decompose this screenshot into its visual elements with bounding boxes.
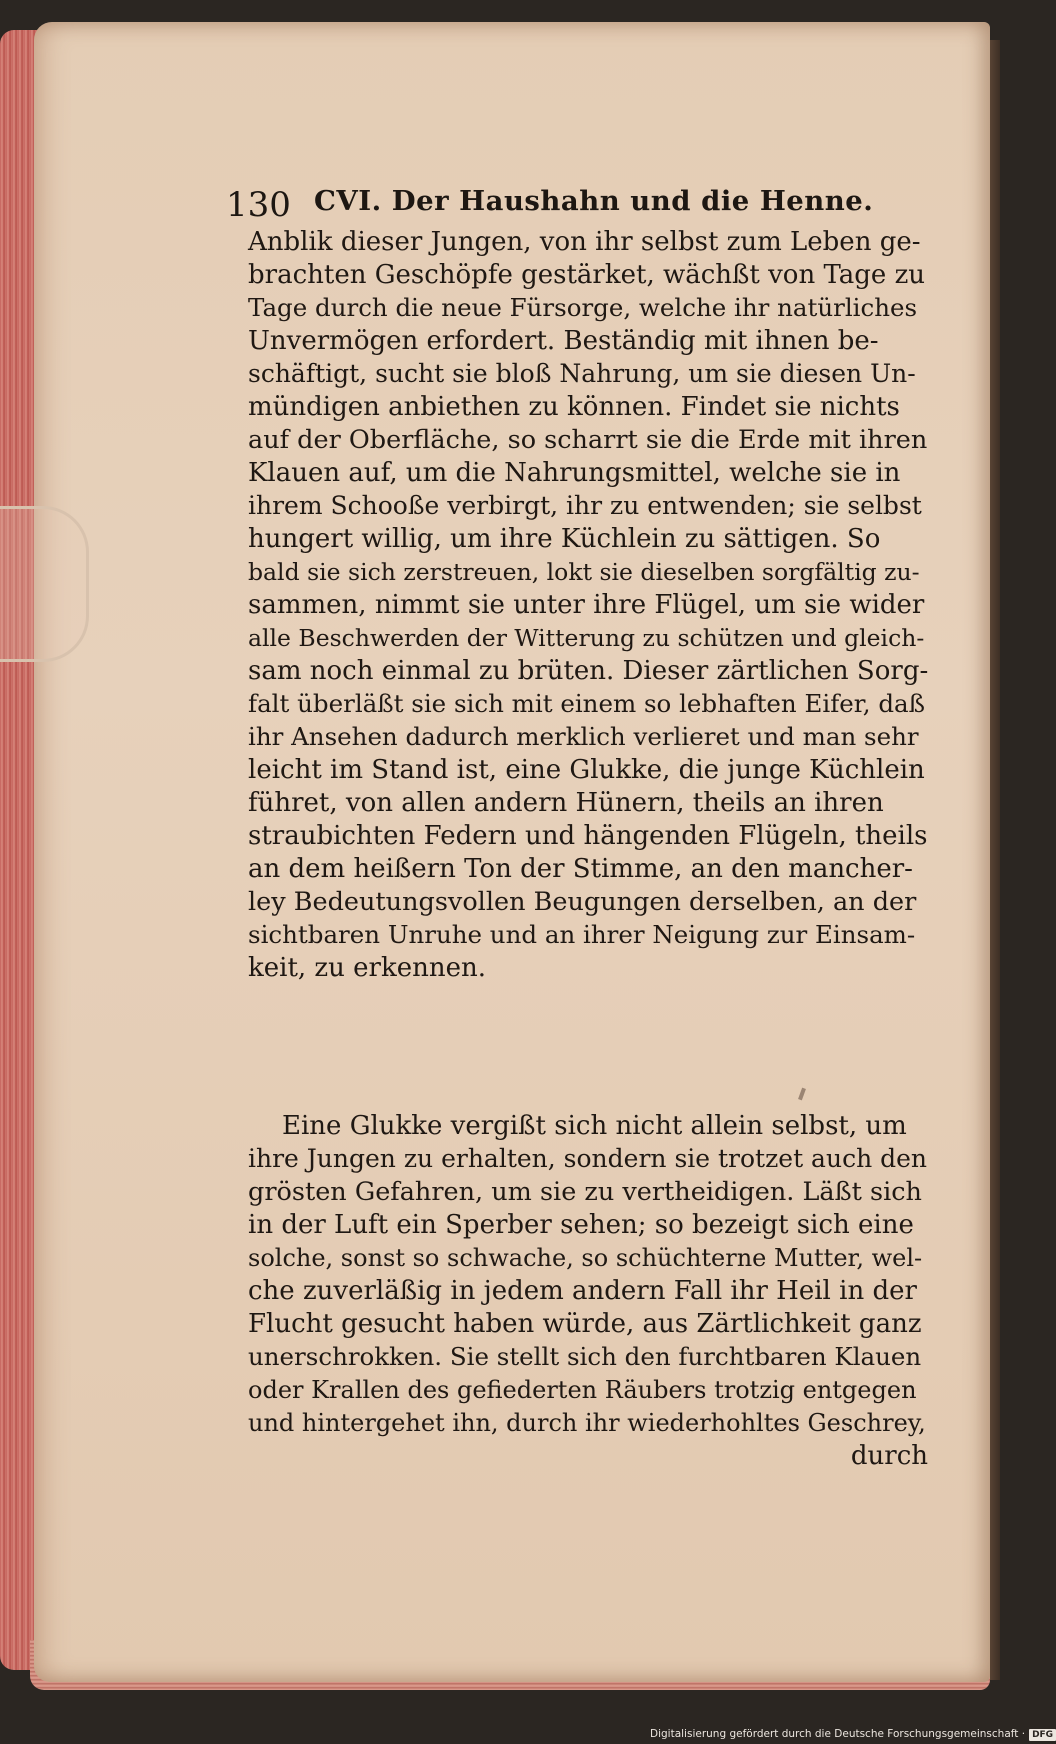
text-line: straubichten Federn und hängenden Flügeln, theils — [248, 821, 928, 851]
text-line: führet, von allen andern Hünern, theils an ihren — [248, 788, 884, 818]
text-line: hungert willig, um ihre Küchlein zu sättigen. So — [248, 524, 881, 554]
text-line: grösten Gefahren, um sie zu vertheidigen. Läßt sich — [248, 1177, 922, 1207]
text-line: falt überläßt sie sich mit einem so lebhaften Eifer, daß — [248, 689, 926, 718]
text-line: sam noch einmal zu brüten. Dieser zärtlichen Sorg- — [248, 656, 929, 686]
text-line: leicht im Stand ist, eine Glukke, die junge Küchlein — [248, 755, 925, 785]
text-line: Eine Glukke vergißt sich nicht allein selbst, um — [282, 1111, 907, 1141]
text-line: ihrem Schooße verbirgt, ihr zu entwenden; sie selbst — [248, 491, 922, 520]
text-line: ihr Ansehen dadurch merklich verlieret und man sehr — [248, 722, 919, 751]
text-line: schäftigt, sucht sie bloß Nahrung, um sie diesen Un- — [248, 359, 916, 388]
text-line: bald sie sich zerstreuen, lokt sie dieselben sorgfältig zu- — [248, 558, 920, 586]
page-number: 130 — [226, 185, 291, 225]
bookmark-tab — [0, 506, 89, 662]
text-line: sichtbaren Unruhe und an ihrer Neigung zur Einsam- — [248, 920, 916, 949]
running-title: CVI. Der Haushahn und die Henne. — [314, 185, 874, 217]
text-line: alle Beschwerden der Witterung zu schützen und gleich- — [248, 624, 925, 652]
text-line: brachten Geschöpfe gestärket, wächßt von Tage zu — [248, 260, 926, 290]
text-line: mündigen anbiethen zu können. Findet sie nichts — [248, 392, 900, 422]
dfg-logo: DFG — [1029, 1729, 1056, 1741]
text-line: Unvermögen erfordert. Beständig mit ihnen be- — [248, 326, 879, 356]
text-line: auf der Oberfläche, so scharrt sie die Erde mit ihren — [248, 425, 928, 455]
text-line: ley Bedeutungsvollen Beugungen derselben, an der — [248, 887, 917, 917]
credit-text: Digitalisierung gefördert durch die Deutsche Forschungsgemeinschaft · — [650, 1728, 1026, 1740]
text-line: solche, sonst so schwache, so schüchterne Mutter, wel- — [248, 1244, 923, 1272]
text-line: Tage durch die neue Fürsorge, welche ihr natürliches — [248, 293, 918, 322]
text-line: Klauen auf, um die Nahrungsmittel, welche sie in — [248, 458, 901, 488]
text-line: in der Luft ein Sperber sehen; so bezeigt sich eine — [248, 1210, 914, 1240]
text-line: oder Krallen des gefiederten Räubers trotzig entgegen — [248, 1376, 917, 1404]
text-line: unerschrokken. Sie stellt sich den furchtbaren Klauen — [248, 1342, 922, 1371]
text-line: sammen, nimmt sie unter ihre Flügel, um sie wider — [248, 590, 925, 620]
text-line: keit, zu erkennen. — [248, 953, 486, 983]
text-line: ihre Jungen zu erhalten, sondern sie trotzet auch den — [248, 1144, 928, 1173]
text-line: Anblik dieser Jungen, von ihr selbst zum Leben ge- — [248, 227, 921, 257]
text-line: che zuverläßig in jedem andern Fall ihr Heil in der — [248, 1276, 917, 1306]
digitization-credit — [650, 1728, 1054, 1744]
catchword: durch — [850, 1441, 928, 1471]
text-line: an dem heißern Ton der Stimme, an den mancher- — [248, 854, 913, 884]
text-line: und hintergehet ihn, durch ihr wiederhohltes Geschrey, — [248, 1409, 926, 1437]
text-line: Flucht gesucht haben würde, aus Zärtlichkeit ganz — [248, 1309, 922, 1339]
